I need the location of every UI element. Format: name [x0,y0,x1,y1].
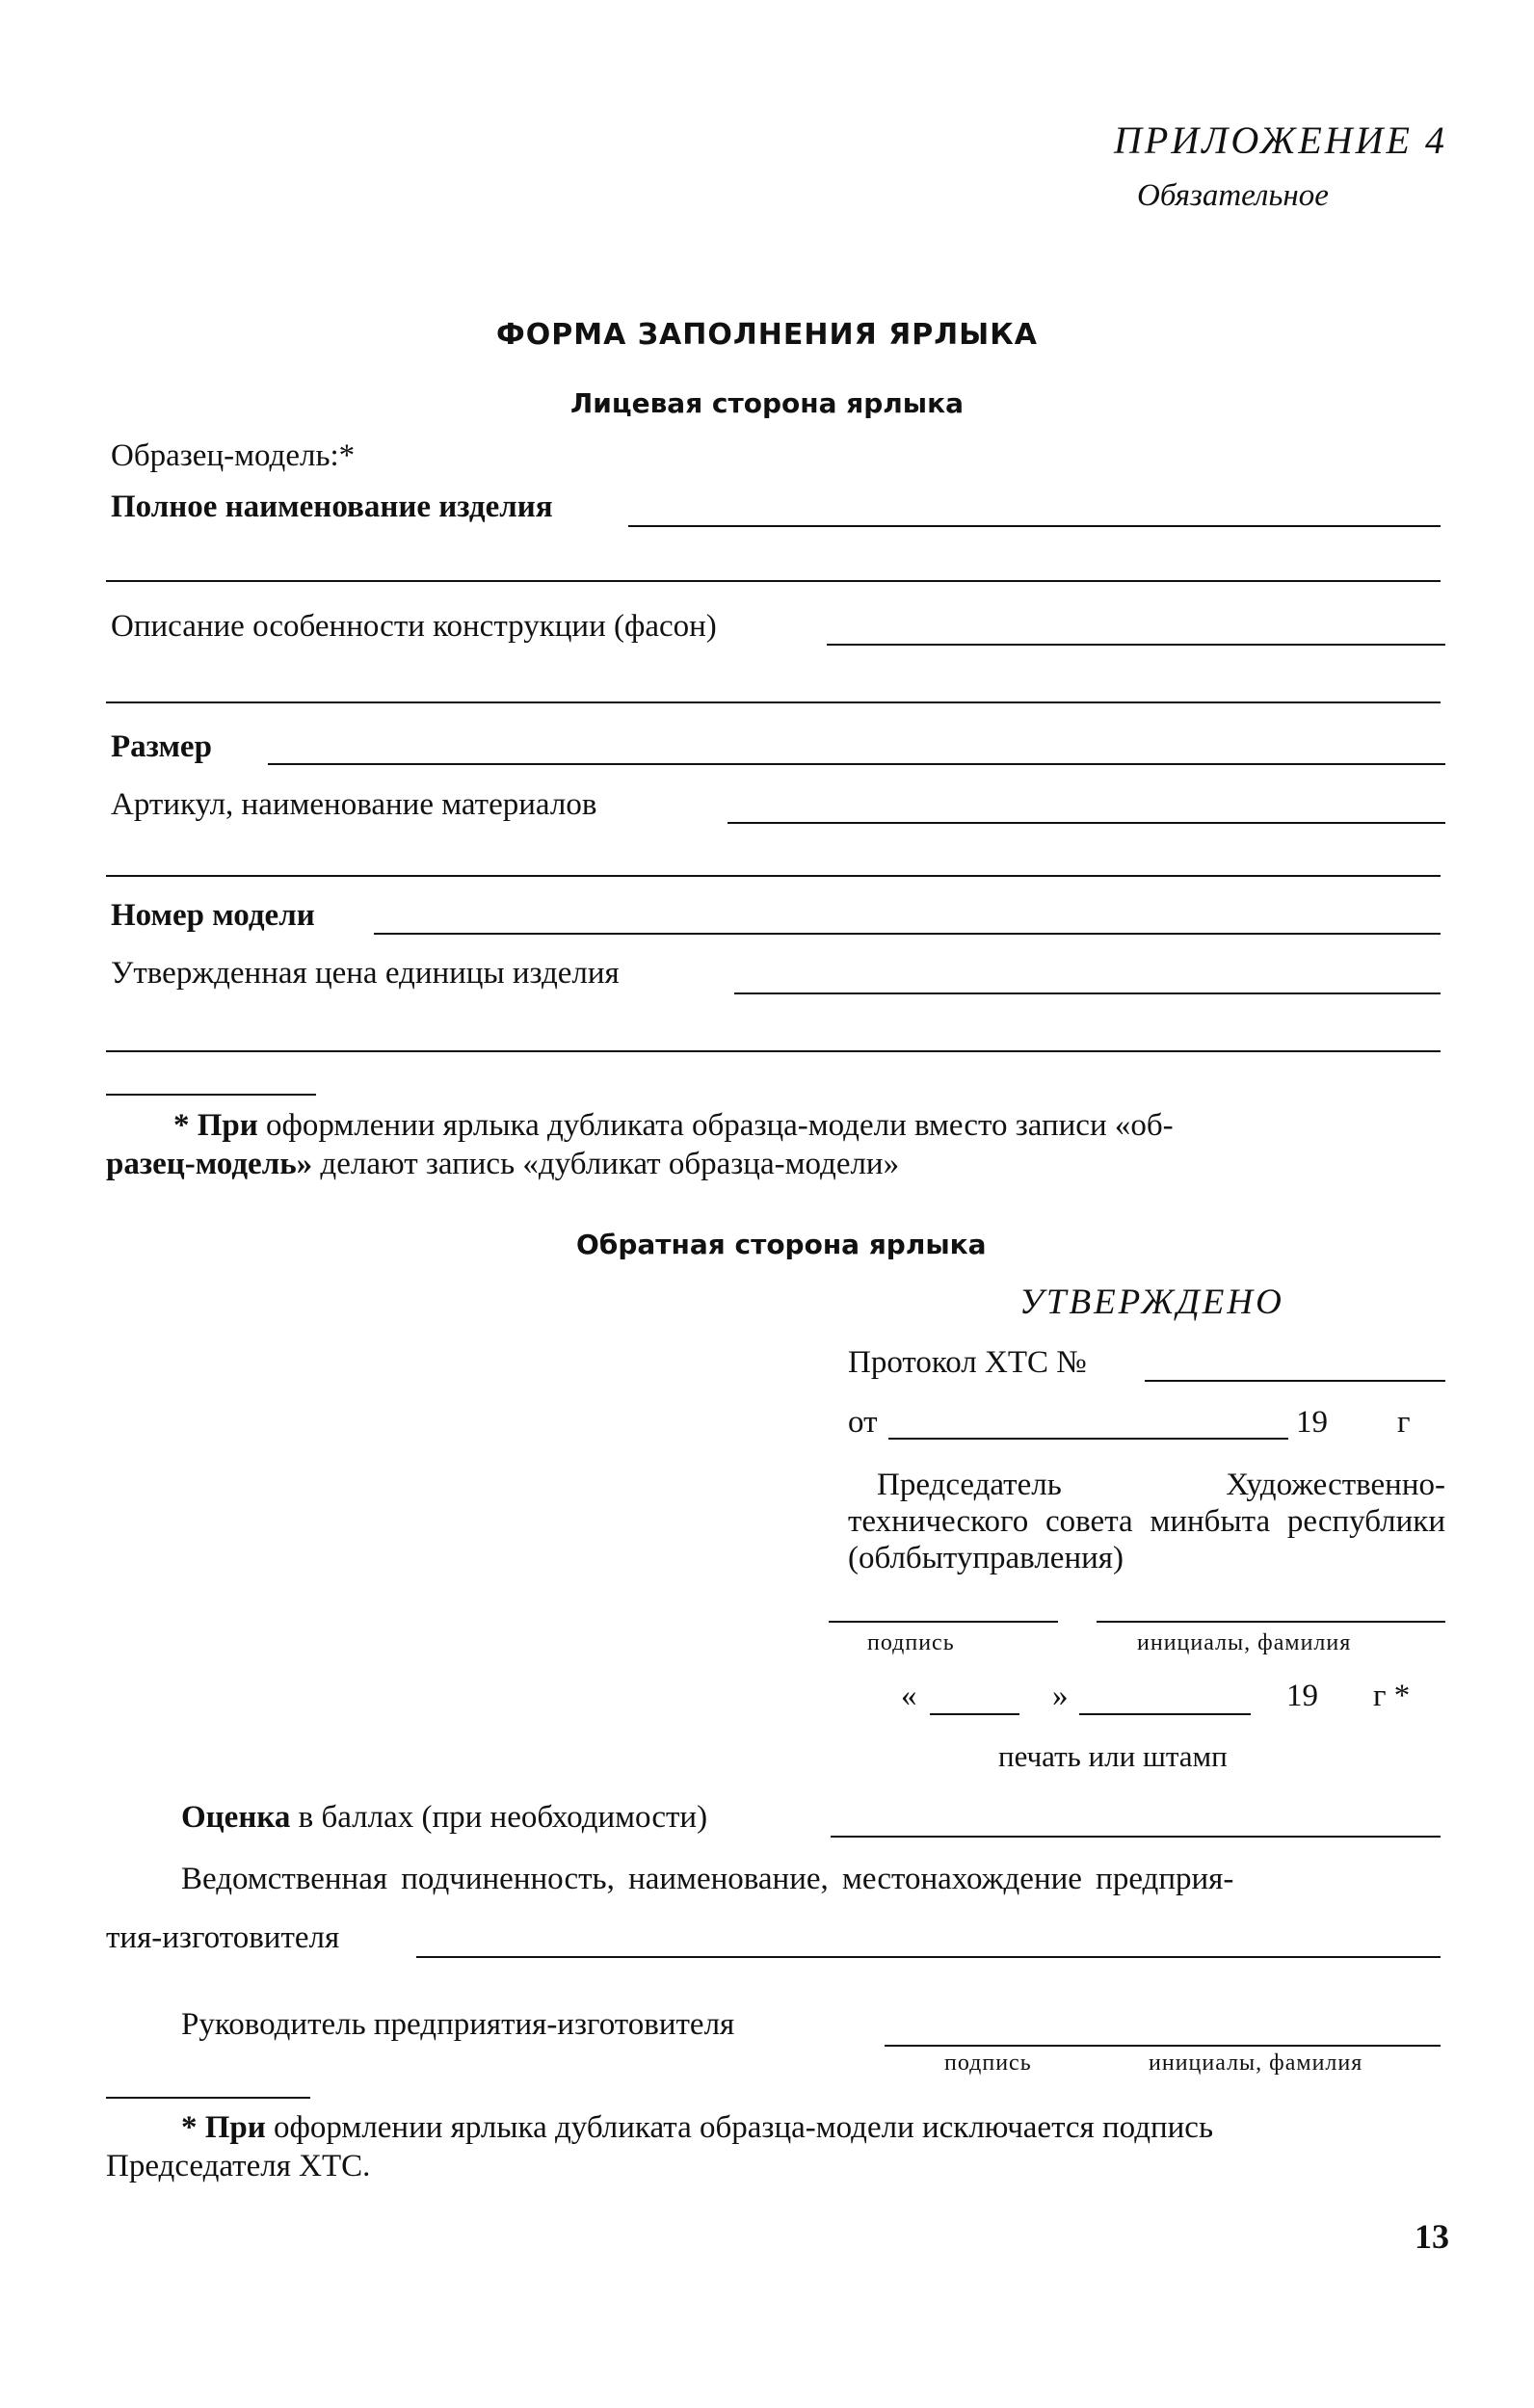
front-footnote-line2: разец-модель» делают запись «дубликат образца-модели» [106,1147,900,1181]
size-field[interactable] [268,763,1445,765]
design-description-field-cont[interactable] [106,701,1441,703]
approved-price-label: Утвержденная цена единицы изделия [111,956,620,991]
chairman-text: Председатель Художественно-технического совета минбыта республики (облбытуправления) [848,1468,1445,1575]
article-label: Артикул, наименование материалов [111,787,597,822]
full-name-field-cont[interactable] [106,580,1441,582]
back-footnote-line1: * При оформлении ярлыка дубликата образца-модели исключается подпись [181,2110,1213,2145]
approved-price-field-cont[interactable] [106,1050,1441,1052]
year-19-label: 19 [1296,1405,1328,1440]
article-field[interactable] [727,822,1445,824]
director-label: Руководитель предприятия-изготовителя [181,2007,735,2042]
footnote-rule-2 [106,2097,310,2099]
page-number: 13 [1415,2217,1449,2256]
signature-caption-2: подпись [944,2051,1032,2076]
year-19-label-2: 19 [1286,1679,1318,1713]
article-field-cont[interactable] [106,875,1441,877]
from-date-field[interactable] [888,1438,1288,1440]
footnote-rule [106,1094,316,1096]
full-name-field[interactable] [628,525,1441,527]
initials-caption-2: инициалы, фамилия [1149,2051,1363,2076]
model-number-field[interactable] [374,933,1441,935]
chairman-signature-field[interactable] [829,1621,1058,1623]
year-suffix-star: г * [1373,1679,1411,1713]
protocol-label: Протокол ХТС № [848,1345,1087,1380]
from-label: от [848,1405,878,1440]
model-number-label: Номер модели [111,898,315,933]
subordination-field[interactable] [416,1956,1441,1958]
page-title: ФОРМА ЗАПОЛНЕНИЯ ЯРЛЫКА [495,318,1038,352]
quote-close: » [1052,1679,1069,1713]
design-description-field[interactable] [827,644,1445,646]
director-signature-field[interactable] [885,2045,1441,2047]
approved-price-field[interactable] [734,992,1441,994]
approved-heading: УТВЕРЖДЕНО [1019,1283,1284,1322]
front-side-title: Лицевая сторона ярлыка [569,387,965,419]
sample-model-label: Образец-модель:* [111,438,356,473]
design-description-label: Описание особенности конструкции (фасон) [111,609,717,644]
size-label: Размер [111,729,212,764]
appendix-label: ПРИЛОЖЕНИЕ 4 [1114,119,1447,162]
quote-open: « [901,1679,917,1713]
subordination-line1: Ведомственная подчиненность, наименование, местонахождение предприя- [181,1862,1234,1896]
mandatory-label: Обязательное [1137,178,1329,213]
stamp-label: печать или штамп [998,1739,1228,1773]
signature-caption: подпись [867,1630,955,1655]
initials-caption: инициалы, фамилия [1137,1630,1352,1655]
year-suffix-label: г [1397,1405,1411,1440]
back-side-title: Обратная сторона ярлыка [576,1229,987,1260]
subordination-line2: тия-изготовителя [106,1920,340,1955]
score-label: Оценка в баллах (при необходимости) [181,1800,708,1835]
full-name-label: Полное наименование изделия [111,490,553,524]
protocol-number-field[interactable] [1145,1380,1445,1382]
back-footnote-line2: Председателя ХТС. [106,2149,371,2183]
month-field[interactable] [1079,1713,1251,1715]
chairman-name-field[interactable] [1097,1621,1445,1623]
score-field[interactable] [831,1836,1441,1838]
day-field[interactable] [930,1713,1019,1715]
front-footnote-line1: * При оформлении ярлыка дубликата образца-модели вместо записи «об- [173,1108,1174,1143]
